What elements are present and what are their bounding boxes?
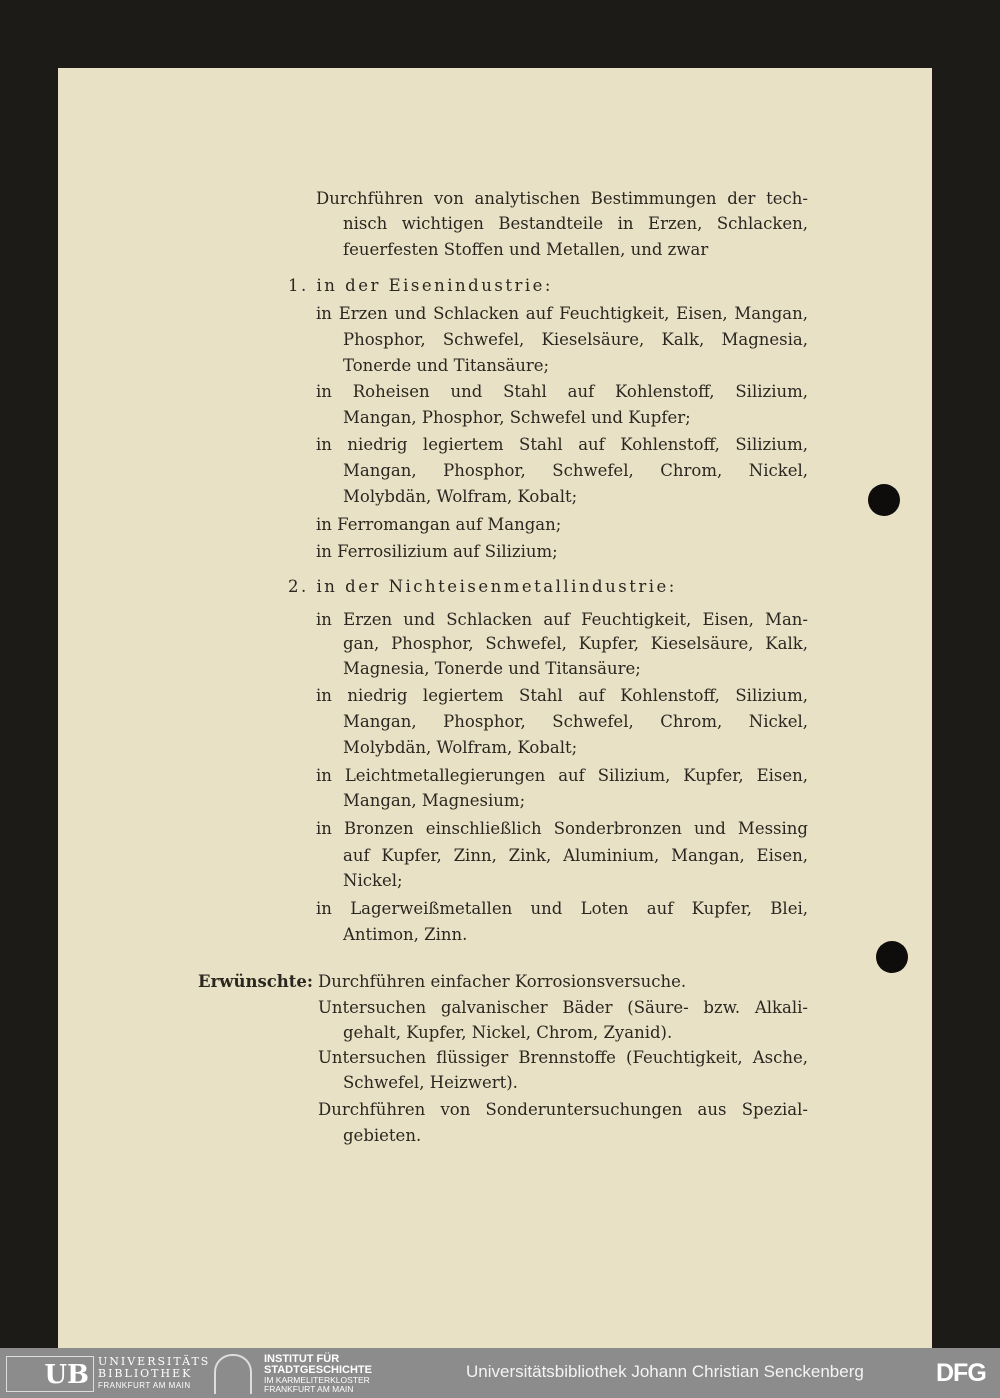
text-line: Molybdän, Wolfram, Kobalt; <box>343 738 578 757</box>
text-line: in Leichtmetallegierungen auf Silizium, Kupfer, Eisen, <box>316 766 808 785</box>
text-line: Durchführen von Sonderuntersuchungen aus Spezial- <box>318 1100 808 1119</box>
section-heading: 1. in der Eisenindustrie: <box>288 276 553 295</box>
text-line: Untersuchen flüssiger Brennstoffe (Feuchtigkeit, Asche, <box>318 1048 808 1067</box>
institut-line: FRANKFURT AM MAIN <box>264 1384 354 1394</box>
text-line: nisch wichtigen Bestandteile in Erzen, Schlacken, <box>343 214 808 233</box>
text-line: Nickel; <box>343 871 403 890</box>
ub-logo[interactable]: UB <box>6 1356 94 1392</box>
text-line: Mangan, Phosphor, Schwefel, Chrom, Nickel, <box>343 712 808 731</box>
institut-line: IM KARMELITERKLOSTER <box>264 1375 370 1385</box>
text-line: in Ferromangan auf Mangan; <box>316 515 562 534</box>
text-line: gan, Phosphor, Schwefel, Kupfer, Kieselsäure, Kalk, <box>343 634 808 653</box>
text-line: Phosphor, Schwefel, Kieselsäure, Kalk, Magnesia, <box>343 330 808 349</box>
text-line: Antimon, Zinn. <box>343 925 468 944</box>
text-line: in Erzen und Schlacken auf Feuchtigkeit, Eisen, Man- <box>316 610 808 629</box>
ub-name-line: BIBLIOTHEK <box>98 1367 193 1380</box>
text-line: in Bronzen einschließlich Sonderbronzen und Messing <box>316 819 808 838</box>
text-line: Mangan, Phosphor, Schwefel und Kupfer; <box>343 408 691 427</box>
dfg-logo[interactable]: DFG <box>936 1359 986 1387</box>
institut-logo[interactable] <box>264 1354 372 1394</box>
text-line: Durchführen einfacher Korrosionsversuche. <box>318 972 687 991</box>
text-line: in niedrig legiertem Stahl auf Kohlenstoff, Silizium, <box>316 435 808 454</box>
text-line: auf Kupfer, Zinn, Zink, Aluminium, Mangan, Eisen, <box>343 846 808 865</box>
section-heading: 2. in der Nichteisenmetallindustrie: <box>288 577 677 596</box>
text-line: Untersuchen galvanischer Bäder (Säure- bzw. Alkali- <box>318 998 808 1017</box>
text-line: Mangan, Phosphor, Schwefel, Chrom, Nickel, <box>343 461 808 480</box>
institut-line: STADTGESCHICHTE <box>264 1364 372 1376</box>
ub-name <box>98 1356 210 1392</box>
text-line: in niedrig legiertem Stahl auf Kohlenstoff, Silizium, <box>316 686 808 705</box>
text-line: Magnesia, Tonerde und Titansäure; <box>343 659 641 678</box>
punch-hole <box>868 484 900 516</box>
desired-label: Erwünschte: <box>198 972 314 991</box>
text-line: in Roheisen und Stahl auf Kohlenstoff, Silizium, <box>316 382 808 401</box>
text-line: in Erzen und Schlacken auf Feuchtigkeit, Eisen, Mangan, <box>316 304 808 323</box>
text-line: feuerfesten Stoffen und Metallen, und zwar <box>343 240 709 259</box>
footer-bar <box>0 1348 1000 1398</box>
institut-arch-logo-icon <box>214 1354 252 1394</box>
ub-name-line: UNIVERSITÄTS <box>98 1355 211 1368</box>
text-line: Molybdän, Wolfram, Kobalt; <box>343 487 578 506</box>
ub-name-line: FRANKFURT AM MAIN <box>98 1381 191 1390</box>
text-line: Durchführen von analytischen Bestimmungen der tech- <box>316 189 808 208</box>
text-line: in Ferrosilizium auf Silizium; <box>316 542 558 561</box>
institut-line: INSTITUT FÜR <box>264 1353 340 1365</box>
library-name: Universitätsbibliothek Johann Christian Senckenberg <box>466 1362 864 1381</box>
text-line: gehalt, Kupfer, Nickel, Chrom, Zyanid). <box>343 1023 673 1042</box>
text-line: Tonerde und Titansäure; <box>343 356 550 375</box>
punch-hole <box>876 941 908 973</box>
text-line: gebieten. <box>343 1126 422 1145</box>
text-line: Schwefel, Heizwert). <box>343 1073 518 1092</box>
text-line: in Lagerweißmetallen und Loten auf Kupfer, Blei, <box>316 899 808 918</box>
text-line: Mangan, Magnesium; <box>343 791 526 810</box>
